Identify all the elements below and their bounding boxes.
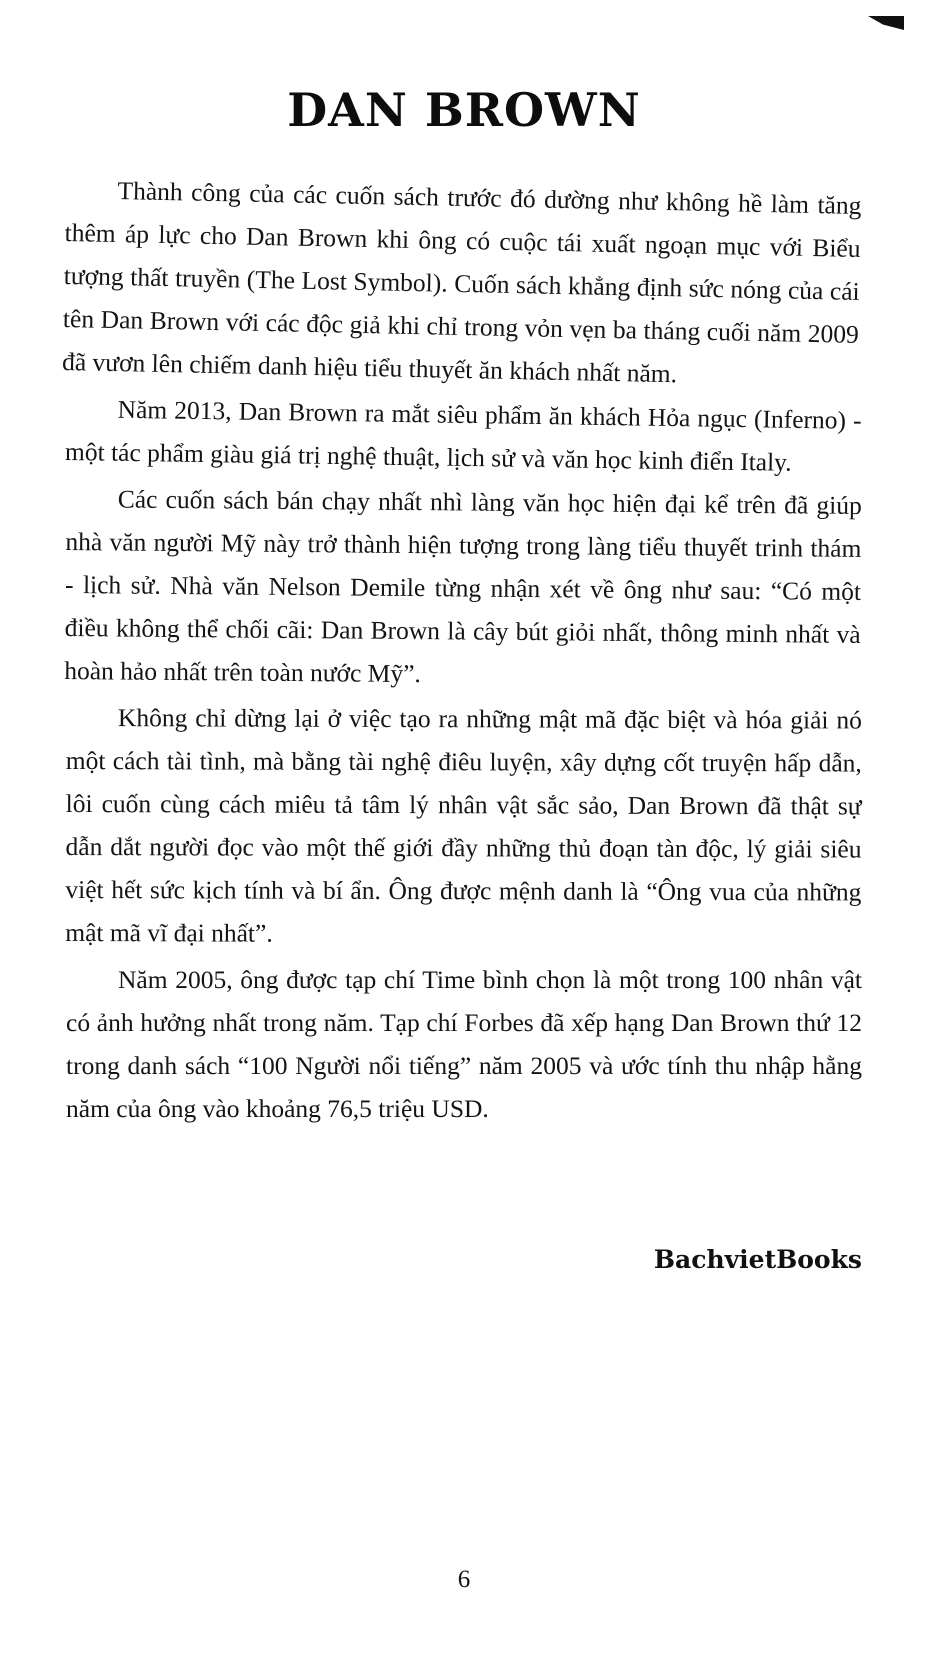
paragraph: Không chỉ dừng lại ở việc tạo ra những mật mã đặc biệt và hóa giải nó một cách tài tình, mà bằng tài nghệ điêu luyện, xây dựng cốt truyện hấp dẫn, lôi cuốn cùng cách miêu tả tâm lý nhân vật sắc sảo, Dan Brown đã thật sự dẫn dắt người đọc vào một thế giới đầy những thủ đoạn tàn độc, lý giải siêu việt hết sức kịch tính và bí ẩn. Ông được mệnh danh là “Ông vua của những mật mã vĩ đại nhất”.	[65, 703, 862, 948]
paragraph: Năm 2005, ông được tạp chí Time bình chọn là một trong 100 nhân vật có ảnh hưởng nhất trong năm. Tạp chí Forbes đã xếp hạng Dan Brown thứ 12 trong danh sách “100 Người nổi tiếng” năm 2005 và ước tính thu nhập hằng năm của ông vào khoảng 76,5 triệu USD.	[66, 965, 862, 1123]
publisher-name: BachvietBooks	[653, 1245, 862, 1274]
page-title: DAN BROWN	[287, 82, 641, 137]
paragraph: Năm 2013, Dan Brown ra mắt siêu phẩm ăn khách Hỏa ngục (Inferno) - một tác phẩm giàu giá trị nghệ thuật, lịch sử và văn học kinh điển Italy.	[64, 394, 862, 477]
paragraph: Các cuốn sách bán chạy nhất nhì làng văn học hiện đại kể trên đã giúp nhà văn người Mỹ này trở thành hiện tượng trong làng tiểu thuyết trinh thám - lịch sử. Nhà văn Nelson Demile từng nhận xét về ông như sau: “Có một điều không thể chối cãi: Dan Brown là cây bút giỏi nhất, thông minh nhất và hoàn hảo nhất trên toàn nước Mỹ”.	[64, 484, 862, 689]
body-text	[61, 168, 862, 1134]
scan-edge-mark	[868, 16, 904, 30]
page-number: 6	[457, 1566, 471, 1593]
paragraph: Thành công của các cuốn sách trước đó dường như không hề làm tăng thêm áp lực cho Dan Brown khi ông có cuộc tái xuất ngoạn mục với Biểu tượng thất truyền (The Lost Symbol). Cuốn sách khẳng định sức nóng của cái tên Dan Brown với các độc giả khi chỉ trong vỏn vẹn ba tháng cuối năm 2009 đã vươn lên chiếm danh hiệu tiểu thuyết ăn khách nhất năm.	[61, 176, 862, 389]
